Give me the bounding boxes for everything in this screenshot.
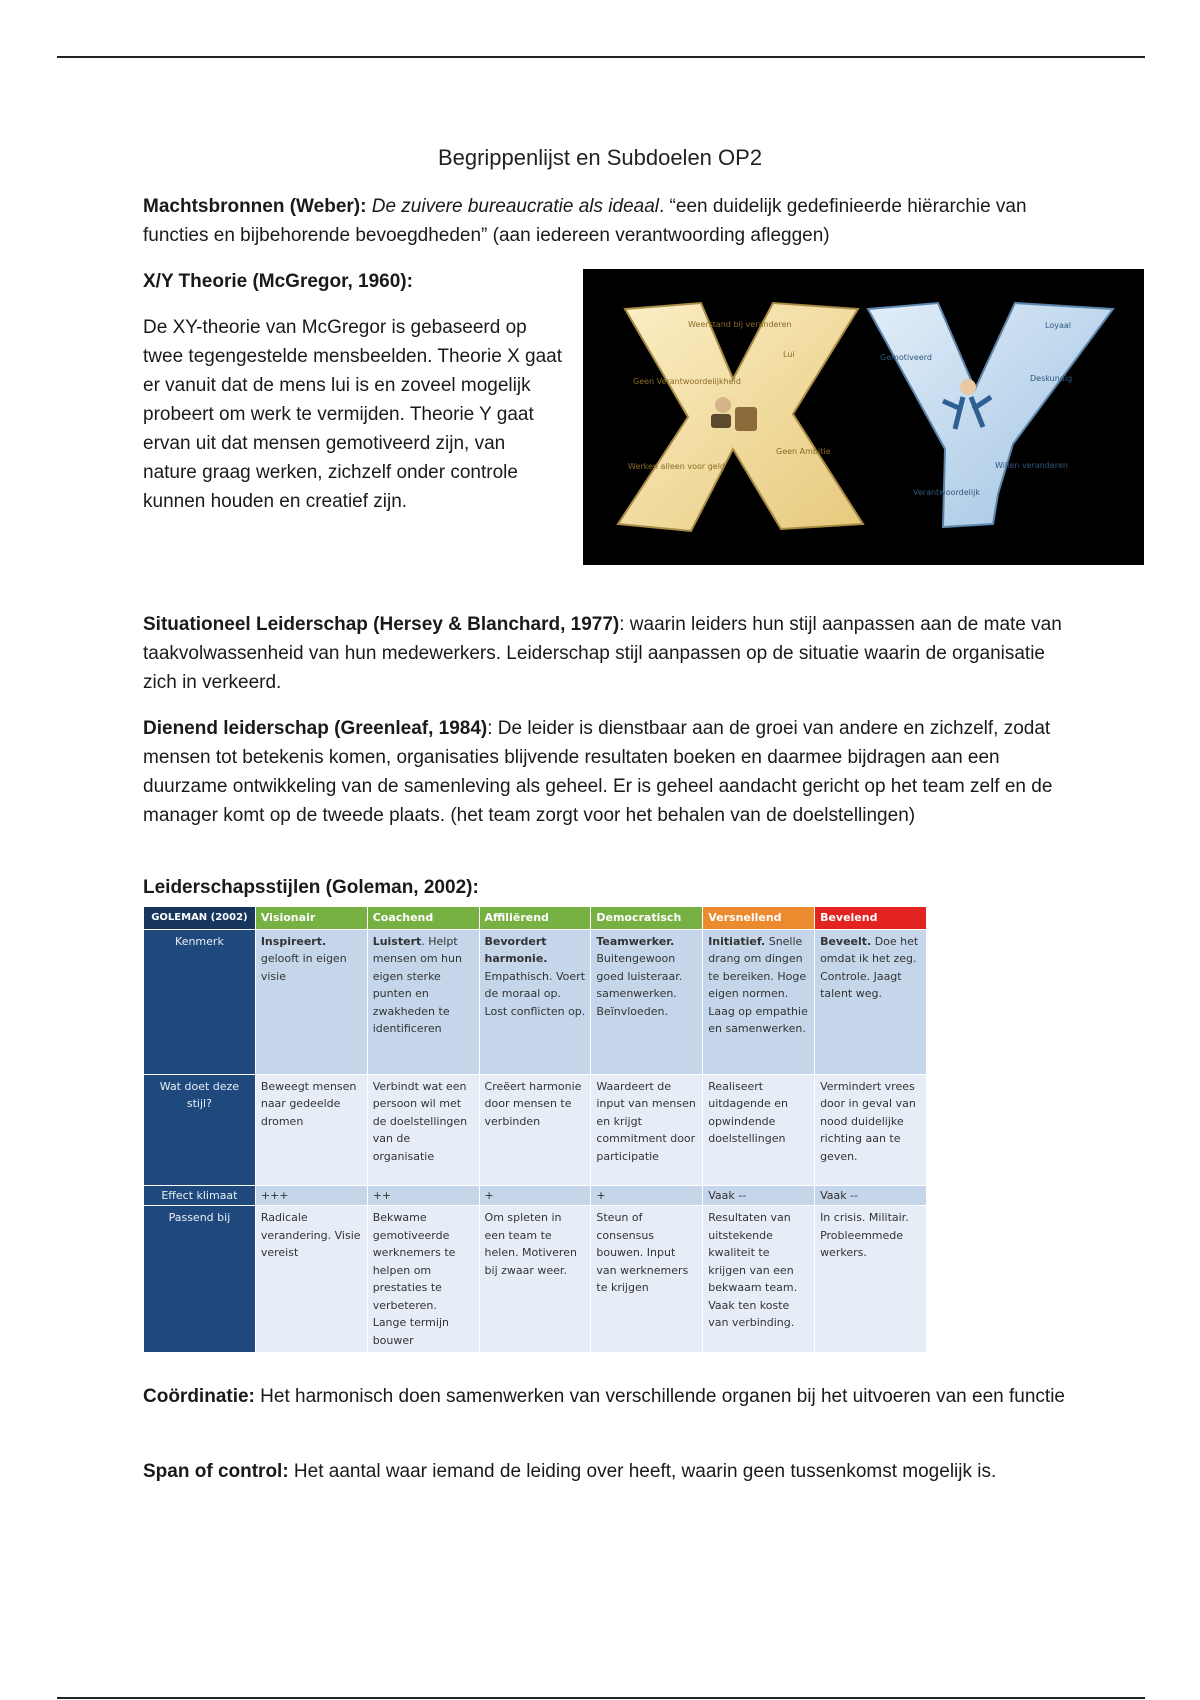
y-label-3: Deskundig	[1030, 374, 1073, 383]
table-cell: Beweegt mensen naar gedeelde dromen	[255, 1074, 367, 1185]
coordinatie-paragraph	[143, 1382, 1073, 1411]
span-label: Span of control:	[143, 1461, 289, 1482]
x-label-3: Geen Verantwoordelijkheid	[633, 377, 741, 386]
situationeel-label: Situationeel Leiderschap (Hersey & Blanchard, 1977)	[143, 614, 620, 635]
table-cell: Vaak --	[703, 1185, 815, 1206]
col-bevelend: Bevelend	[815, 907, 927, 930]
x-label-5: Werken alleen voor geld	[628, 462, 725, 471]
table-cell: Om spleten in een team te helen. Motiveren bij zwaar weer.	[479, 1206, 591, 1353]
table-cell	[479, 929, 591, 1074]
dienend-label: Dienend leiderschap (Greenleaf, 1984)	[143, 718, 488, 739]
coordinatie-text: Het harmonisch doen samenwerken van verschillende organen bij het uitvoeren van een functie	[254, 1386, 1065, 1407]
table-cell: Radicale verandering. Visie vereist	[255, 1206, 367, 1353]
table-cell	[703, 929, 815, 1074]
x-label-1: Weerstand bij veranderen	[688, 320, 792, 329]
xy-paragraph: De XY-theorie van McGregor is gebaseerd op twee tegengestelde mensbeelden. Theorie X gaat er vanuit dat de mens lui is en zoveel mogelijk probeert om werk te vermijden. Theorie Y gaat ervan uit dat mensen gemotiveerd zijn, van nature graag werken, zichzelf onder controle kunnen houden en creatief zijn.	[143, 317, 563, 512]
cell-text: Buitengewoon goed luisteraar. samenwerken. Beïnvloeden.	[596, 952, 683, 1018]
cell-text: gelooft in eigen visie	[260, 952, 347, 983]
col-visionair: Visionair	[255, 907, 367, 930]
table-cell: ++	[367, 1185, 479, 1206]
col-versnellend: Versnellend	[703, 907, 815, 930]
col-coachend: Coachend	[367, 907, 479, 930]
dienend-paragraph	[143, 714, 1073, 830]
table-cell: Realiseert uitdagende en opwindende doelstellingen	[703, 1074, 815, 1185]
goleman-heading	[143, 873, 1143, 902]
y-label-5: Verantwoordelijk	[913, 488, 980, 497]
cell-bold: Beveelt.	[820, 934, 872, 948]
table-cell	[255, 929, 367, 1074]
table-cell: Vermindert vrees door in geval van nood duidelijke richting aan te geven.	[815, 1074, 927, 1185]
table-cell: Creëert harmonie door mensen te verbinden	[479, 1074, 591, 1185]
cell-text: Snelle drang om dingen te bereiken. Hoge eigen normen. Laag op empathie en samenwerken.	[708, 934, 808, 1035]
cell-text: . Helpt mensen om hun eigen sterke punten en zwakheden te identificeren	[372, 934, 462, 1035]
table-cell	[815, 929, 927, 1074]
page-title: Begrippenlijst en Subdoelen OP2	[437, 145, 763, 170]
cell-bold: Luistert	[372, 934, 422, 948]
table-cell: +	[479, 1185, 591, 1206]
table-cell: Verbindt wat een persoon wil met de doelstellingen van de organisatie	[367, 1074, 479, 1185]
row-label: Effect klimaat	[144, 1185, 256, 1206]
table-cell: In crisis. Militair. Probleemmede werkers.	[815, 1206, 927, 1353]
goleman-header-row	[144, 907, 927, 930]
cell-bold: Teamwerker.	[596, 934, 675, 948]
table-row-wat-doet	[144, 1074, 927, 1185]
y-label-4: Willen veranderen	[995, 461, 1068, 470]
dienend-text: : De leider is dienstbaar aan de groei van andere en zichzelf, zodat mensen tot betekenis komen, organisaties blijvende resultaten boeken en daarmee bijdragen aan een duurzame ontwikkeling van de samenleving als geheel. Er is geheel aandacht gericht op het team zelf en de manager komt op de tweede plaats. (het team zorgt voor het behalen van de doelstellingen)	[143, 718, 1053, 826]
row-label: Kenmerk	[144, 929, 256, 1074]
x-label-4: Geen Ambitie	[776, 447, 831, 456]
table-cell: +	[591, 1185, 703, 1206]
table-cell: Vaak --	[815, 1185, 927, 1206]
col-democratisch: Democratisch	[591, 907, 703, 930]
table-cell	[591, 929, 703, 1074]
table-row-kenmerk	[144, 929, 927, 1074]
x-label-2: Lui	[783, 350, 795, 359]
cell-text: Doe het omdat ik het zeg. Controle. Jaagt talent weg.	[820, 934, 919, 1000]
goleman-corner: GOLEMAN (2002)	[144, 907, 256, 930]
cell-bold: Initiatief.	[708, 934, 766, 948]
table-row-passend	[144, 1206, 927, 1353]
letter-y-shape	[868, 303, 1113, 527]
situationeel-paragraph	[143, 610, 1073, 697]
cell-bold: Inspireert.	[260, 934, 327, 948]
xy-illustration	[583, 269, 1144, 565]
table-cell: Waardeert de input van mensen en krijgt commitment door participatie	[591, 1074, 703, 1185]
cell-text: Empathisch. Voert de moraal op. Lost conflicten op.	[484, 969, 586, 1018]
machtsbronnen-paragraph	[143, 192, 1073, 250]
table-cell: Resultaten van uitstekende kwaliteit te krijgen van een bekwaam team. Vaak ten koste van verbinding.	[703, 1206, 815, 1353]
row-label: Wat doet deze stijl?	[144, 1074, 256, 1185]
coordinatie-label: Coördinatie:	[143, 1386, 255, 1407]
y-label-1: Loyaal	[1045, 321, 1071, 330]
machtsbronnen-text: . “een duidelijk gedefinieerde hiërarchie van functies en bijbehorende bevoegdheden” (aan iedereen verantwoording afleggen)	[143, 196, 1027, 246]
goleman-table	[143, 906, 927, 1353]
xy-heading-text: X/Y Theorie (McGregor, 1960):	[143, 271, 413, 292]
machtsbronnen-italic: De zuivere bureaucratie als ideaal	[371, 196, 659, 217]
table-cell: Steun of consensus bouwen. Input van werknemers te krijgen	[591, 1206, 703, 1353]
table-cell: +++	[255, 1185, 367, 1206]
table-cell	[367, 929, 479, 1074]
footer-rule	[57, 1697, 1145, 1699]
goleman-heading-text: Leiderschapsstijlen (Goleman, 2002):	[143, 877, 479, 898]
machtsbronnen-label: Machtsbronnen (Weber):	[143, 196, 367, 217]
span-text: Het aantal waar iemand de leiding over heeft, waarin geen tussenkomst mogelijk is.	[288, 1461, 997, 1482]
situationeel-text: : waarin leiders hun stijl aanpassen aan de mate van taakvolwassenheid van hun medewerkers. Leiderschap stijl aanpassen op de situatie waarin de organisatie zich in verkeerd.	[143, 614, 1062, 693]
header-rule	[57, 56, 1145, 58]
xy-theory-image	[583, 269, 1144, 565]
cell-bold: Bevordert harmonie.	[484, 934, 548, 965]
table-row-effect	[144, 1185, 927, 1206]
table-cell: Bekwame gemotiveerde werknemers te helpen om prestaties te verbeteren. Lange termijn bouwer	[367, 1206, 479, 1353]
span-of-control-paragraph	[143, 1457, 1103, 1486]
row-label: Passend bij	[144, 1206, 256, 1353]
y-label-2: Gemotiveerd	[880, 353, 932, 362]
col-affilierend: Affiliërend	[479, 907, 591, 930]
